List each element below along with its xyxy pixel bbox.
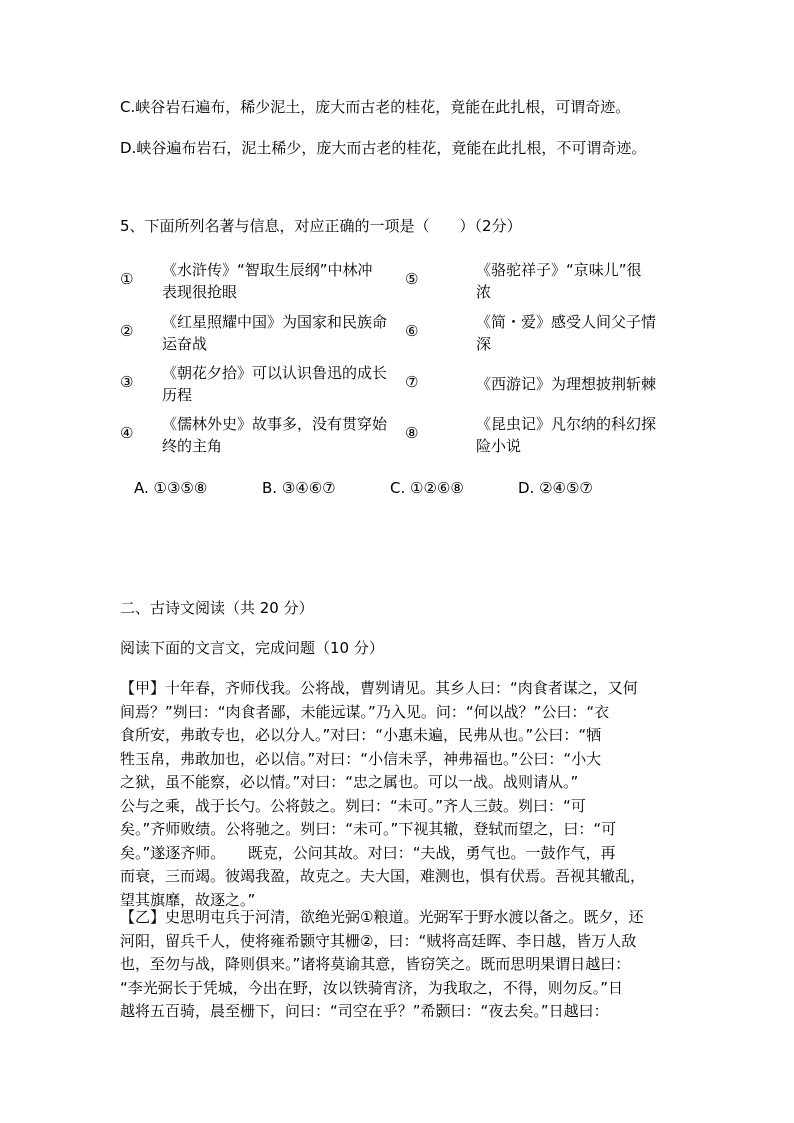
option-d: D.峡谷遍布岩石，泥土稀少，庞大而古老的桂花，竟能在此扎根，不可谓奇迹。 xyxy=(120,139,647,157)
row-2-left-number: ② xyxy=(120,322,134,340)
choice-b: B. ③④⑥⑦ xyxy=(262,479,336,497)
section-instruction: 阅读下面的文言文，完成问题（10 分） xyxy=(120,639,384,657)
option-c: C.峡谷岩石遍布，稀少泥土，庞大而古老的桂花，竟能在此扎根，可谓奇迹。 xyxy=(120,98,631,116)
row-1-right-text: 《骆驼祥子》“京味儿”很 浓 xyxy=(476,261,642,301)
row-1-left-text: 《水浒传》“智取生辰纲”中林冲 表现很抢眼 xyxy=(162,261,373,301)
row-4-left-number: ④ xyxy=(120,424,134,442)
row-4-right-text: 《昆虫记》凡尔纳的科幻探 险小说 xyxy=(476,415,657,455)
row-3-left-number: ③ xyxy=(120,373,134,391)
passage-jia: 【甲】十年春，齐师伐我。公将战，曹刿请见。其乡人曰：“肉食者谋之，又何 间焉？”刿曰：“肉食者鄙，未能远谋。”乃入见。问：“何以战？”公曰：“衣 食所安，弗敢专也，必以分人。”对曰：“小惠未遍，民弗从也。”公曰：“牺 牲玉帛，弗敢加也，必以信。”对曰：“小信未孚，神弗福也。”公曰：“小大 之狱，虽不能察，必以情。”对曰：“忠之属也。可以一战。战则请从。” 公与之乘，战于长勺。公将鼓之。刿曰：“未可。”齐人三鼓。刿曰：“可 矣。”齐师败绩。公将驰之。刿曰：“未可。”下视其辙，登轼而望之，曰：“可 矣。”遂逐齐师。 既克，公问其故。对曰：“夫战，勇气也。一鼓作气，再 而衰，三而竭。彼竭我盈，故克之。夫大国，难测也，惧有伏焉。吾视其辙乱， 望其旗靡，故逐之。” xyxy=(120,679,646,909)
row-3-left-text: 《朝花夕拾》可以认识鲁迅的成长 历程 xyxy=(162,364,388,404)
row-2-left-text: 《红星照耀中国》为国家和民族命 运奋战 xyxy=(162,313,388,353)
row-4-left-text: 《儒林外史》故事多，没有贯穿始 终的主角 xyxy=(162,415,388,455)
row-2-right-text: 《简・爱》感受人间父子情 深 xyxy=(476,313,657,353)
question-5-stem: 5、下面所列名著与信息，对应正确的一项是（ ）（2分） xyxy=(120,217,522,235)
row-2-right-number: ⑥ xyxy=(405,322,419,340)
row-3-right-number: ⑦ xyxy=(405,373,419,391)
row-1-left-number: ① xyxy=(120,270,134,288)
choice-a: A. ①③⑤⑧ xyxy=(134,479,208,497)
row-1-right-number: ⑤ xyxy=(405,270,419,288)
row-3-right-text: 《西游记》为理想披荆斩棘 xyxy=(476,375,657,393)
section-heading: 二、古诗文阅读（共 20 分） xyxy=(120,599,314,617)
row-4-right-number: ⑧ xyxy=(405,424,419,442)
choice-c: C. ①②⑥⑧ xyxy=(390,479,464,497)
passage-yi: 【乙】史思明屯兵于河清，欲绝光弼①粮道。光弼军于野水渡以备之。既夕，还 河阳，留兵千人，使将雍希颢守其栅②，曰：“贼将高廷晖、李日越，皆万人敌 也，至勿与战，降则俱来。”诸将莫谕其意，皆窃笑之。既而思明果谓日越曰： “李光弼长于凭城，今出在野，汝以铁骑宵济，为我取之，不得，则勿反。”日 越将五百骑，晨至栅下，问曰：“司空在乎？”希颢曰：“夜去矣。”日越曰： xyxy=(120,908,644,1020)
choice-d: D. ②④⑤⑦ xyxy=(518,479,593,497)
